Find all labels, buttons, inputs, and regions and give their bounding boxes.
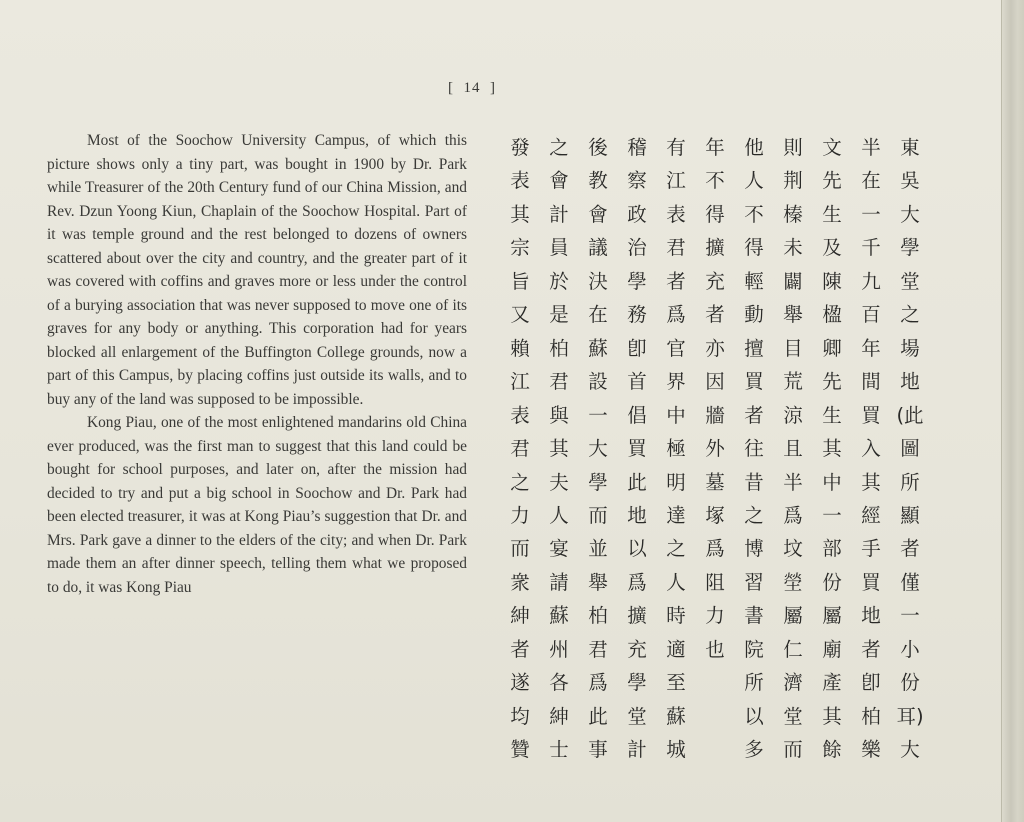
chinese-column-1: 東吳大學堂之場地(此圖所顯者僅一小份耳)大 [896,136,924,762]
chinese-column-11: 發表其宗旨又賴江表君之力而衆紳者遂均贊 [510,136,530,762]
chinese-column-5: 他人不得輕動擅買者往昔之博習書院所以多 [744,136,764,762]
chinese-column-8: 稽察政治學務卽首倡買此地以爲擴充學堂計 [627,136,647,762]
chinese-column-3: 文先生及陳楹卿先生其中一部份屬廟產其餘 [822,136,842,762]
page-number: [ 14 ] [448,80,496,96]
chinese-column-2: 半在一千九百年間買入其經手買地者卽柏樂 [861,136,881,762]
chinese-column-6: 年不得擴充者亦因牆外墓塚爲阻力也 [705,136,725,661]
chinese-column-9: 後教會議決在蘇設一大學而並舉柏君爲此事 [588,136,608,762]
chinese-text [492,131,932,762]
chinese-column-4: 則荆榛未闢舉目荒涼且半爲坟塋屬仁濟堂而 [783,136,803,762]
chinese-column-7: 有江表君者爲官界中極明達之人時適至蘇城 [666,136,686,762]
page-edge [1001,0,1024,822]
english-text [47,129,467,599]
chinese-column-10: 之會計員於是柏君與其夫人宴請蘇州各紳士 [549,136,569,762]
english-paragraph-1: Most of the Soochow University Campus, of which this picture shows only a tiny part, was bought in 1900 by Dr. Park while Treasurer of the 20th Century fund of our China Mission, and Rev. Dzun Yoong Kiun, Chaplain of the Soochow Hospital. Part of it was temple ground and the rest belonged to dozens of owners scattered about over the city and country, and the greater part of it was covered with coffins and graves more or less under the control of a burying association that was never supposed to move one of its graves for any body or anything. This corporation had for years blocked all enlargement of the Buffington College grounds, now a part of this Campus, by placing coffins just outside its walls, and to buy any of the land was supposed to be impossible. [47,132,467,408]
english-paragraph-2: Kong Piau, one of the most enlightened mandarins old China ever produced, was the first man to suggest that this land could be bought for school purposes, and later on, after the mission had decided to try and put a big school in Soochow and Dr. Park had been elected treasurer, it was at Kong Piau’s suggestion that Dr. and Mrs. Park gave a dinner to the elders of the city; and when Dr. Park made them an after dinner speech, telling them what we proposed to do, it was Kong Piau [47,414,467,596]
